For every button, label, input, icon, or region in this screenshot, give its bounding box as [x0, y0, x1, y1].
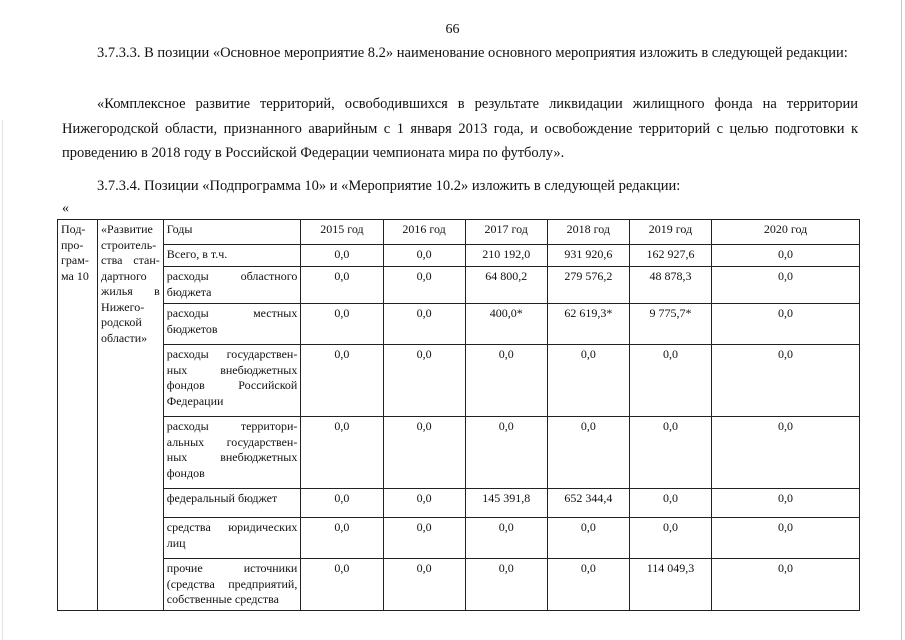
- cell-value: 0,0: [383, 417, 465, 489]
- cell-value: 931 920,6: [547, 245, 629, 267]
- cell-value: 0,0: [712, 345, 860, 417]
- cell-value: 0,0: [383, 304, 465, 345]
- row-label: расходы территори-альных государствен-ных внебюджетных фондов: [163, 417, 301, 489]
- cell-value: 0,0: [301, 267, 383, 304]
- cell-value: 64 800,2: [465, 267, 547, 304]
- header-2015: 2015 год: [301, 220, 383, 245]
- cell-value: 0,0: [712, 559, 860, 611]
- subprogram-name-cell: «Развитие строитель-ства стан-дартного жилья в Нижего-родской области»: [98, 220, 164, 611]
- cell-value: 0,0: [712, 267, 860, 304]
- cell-value: 0,0: [712, 417, 860, 489]
- page-number: 66: [445, 22, 460, 37]
- header-2017: 2017 год: [465, 220, 547, 245]
- cell-value: 0,0: [547, 345, 629, 417]
- table-header-row: [58, 220, 860, 245]
- header-2018: 2018 год: [547, 220, 629, 245]
- cell-value: 400,0*: [465, 304, 547, 345]
- cell-value: 0,0: [712, 518, 860, 559]
- cell-value: 0,0: [383, 559, 465, 611]
- table-row: [58, 559, 860, 611]
- row-label: Всего, в т.ч.: [163, 245, 301, 267]
- cell-value: 114 049,3: [629, 559, 711, 611]
- subprogram-cell: Под-про-грам-ма 10: [58, 220, 98, 611]
- cell-value: 279 576,2: [547, 267, 629, 304]
- paragraph-3-7-3-3: 3.7.3.3. В позиции «Основное мероприятие 8.2» наименование основного мероприятия изложить в следующей редакции:: [97, 45, 848, 61]
- cell-value: 0,0: [301, 518, 383, 559]
- cell-value: 0,0: [465, 559, 547, 611]
- cell-value: 0,0: [712, 489, 860, 518]
- table-row: [58, 417, 860, 489]
- cell-value: 0,0: [383, 245, 465, 267]
- row-label: средства юридических лиц: [163, 518, 301, 559]
- cell-value: 162 927,6: [629, 245, 711, 267]
- cell-value: 0,0: [383, 267, 465, 304]
- funding-table: [57, 219, 860, 611]
- header-years: Годы: [163, 220, 301, 245]
- cell-value: 0,0: [547, 518, 629, 559]
- page-edge-line: [901, 0, 902, 640]
- table-row: [58, 304, 860, 345]
- table-row: [58, 245, 860, 267]
- cell-value: 0,0: [465, 518, 547, 559]
- header-2016: 2016 год: [383, 220, 465, 245]
- cell-value: 0,0: [301, 559, 383, 611]
- cell-value: 652 344,4: [547, 489, 629, 518]
- cell-value: 0,0: [301, 417, 383, 489]
- table-row: [58, 267, 860, 304]
- cell-value: 0,0: [383, 489, 465, 518]
- header-2019: 2019 год: [629, 220, 711, 245]
- paragraph-3-7-3-4: 3.7.3.4. Позиции «Подпрограмма 10» и «Мероприятие 10.2» изложить в следующей редакции:: [97, 178, 681, 194]
- cell-value: 0,0: [301, 304, 383, 345]
- row-label: расходы государствен-ных внебюджетных фондов Российской Федерации: [163, 345, 301, 417]
- cell-value: 210 192,0: [465, 245, 547, 267]
- cell-value: 0,0: [629, 518, 711, 559]
- cell-value: 0,0: [712, 304, 860, 345]
- cell-value: 0,0: [465, 417, 547, 489]
- cell-value: 0,0: [301, 245, 383, 267]
- paragraph-quoted-name: «Комплексное развитие территорий, освободившихся в результате ликвидации жилищного фонда на территории Нижегородской области, признанного аварийным с 1 января 2013 года, и освобождение территорий с целью подготовки к проведению в 2018 году в Российской Федерации чемпионата мира по футболу».: [62, 96, 858, 161]
- cell-value: 0,0: [301, 489, 383, 518]
- cell-value: 0,0: [383, 518, 465, 559]
- cell-value: 0,0: [629, 489, 711, 518]
- row-label: расходы местных бюджетов: [163, 304, 301, 345]
- opening-quote-mark: «: [62, 201, 69, 216]
- cell-value: 145 391,8: [465, 489, 547, 518]
- cell-value: 0,0: [383, 345, 465, 417]
- cell-value: 0,0: [465, 345, 547, 417]
- cell-value: 0,0: [712, 245, 860, 267]
- table-row: [58, 518, 860, 559]
- page-edge-line-left: [2, 120, 3, 640]
- row-label: расходы областного бюджета: [163, 267, 301, 304]
- table-row: [58, 345, 860, 417]
- cell-value: 0,0: [547, 417, 629, 489]
- cell-value: 0,0: [301, 345, 383, 417]
- cell-value: 48 878,3: [629, 267, 711, 304]
- header-2020: 2020 год: [712, 220, 860, 245]
- row-label: прочие источники (средства предприятий, собственные средства: [163, 559, 301, 611]
- cell-value: 0,0: [629, 417, 711, 489]
- row-label: федеральный бюджет: [163, 489, 301, 518]
- cell-value: 0,0: [629, 345, 711, 417]
- cell-value: 9 775,7*: [629, 304, 711, 345]
- cell-value: 62 619,3*: [547, 304, 629, 345]
- cell-value: 0,0: [547, 559, 629, 611]
- table-row: [58, 489, 860, 518]
